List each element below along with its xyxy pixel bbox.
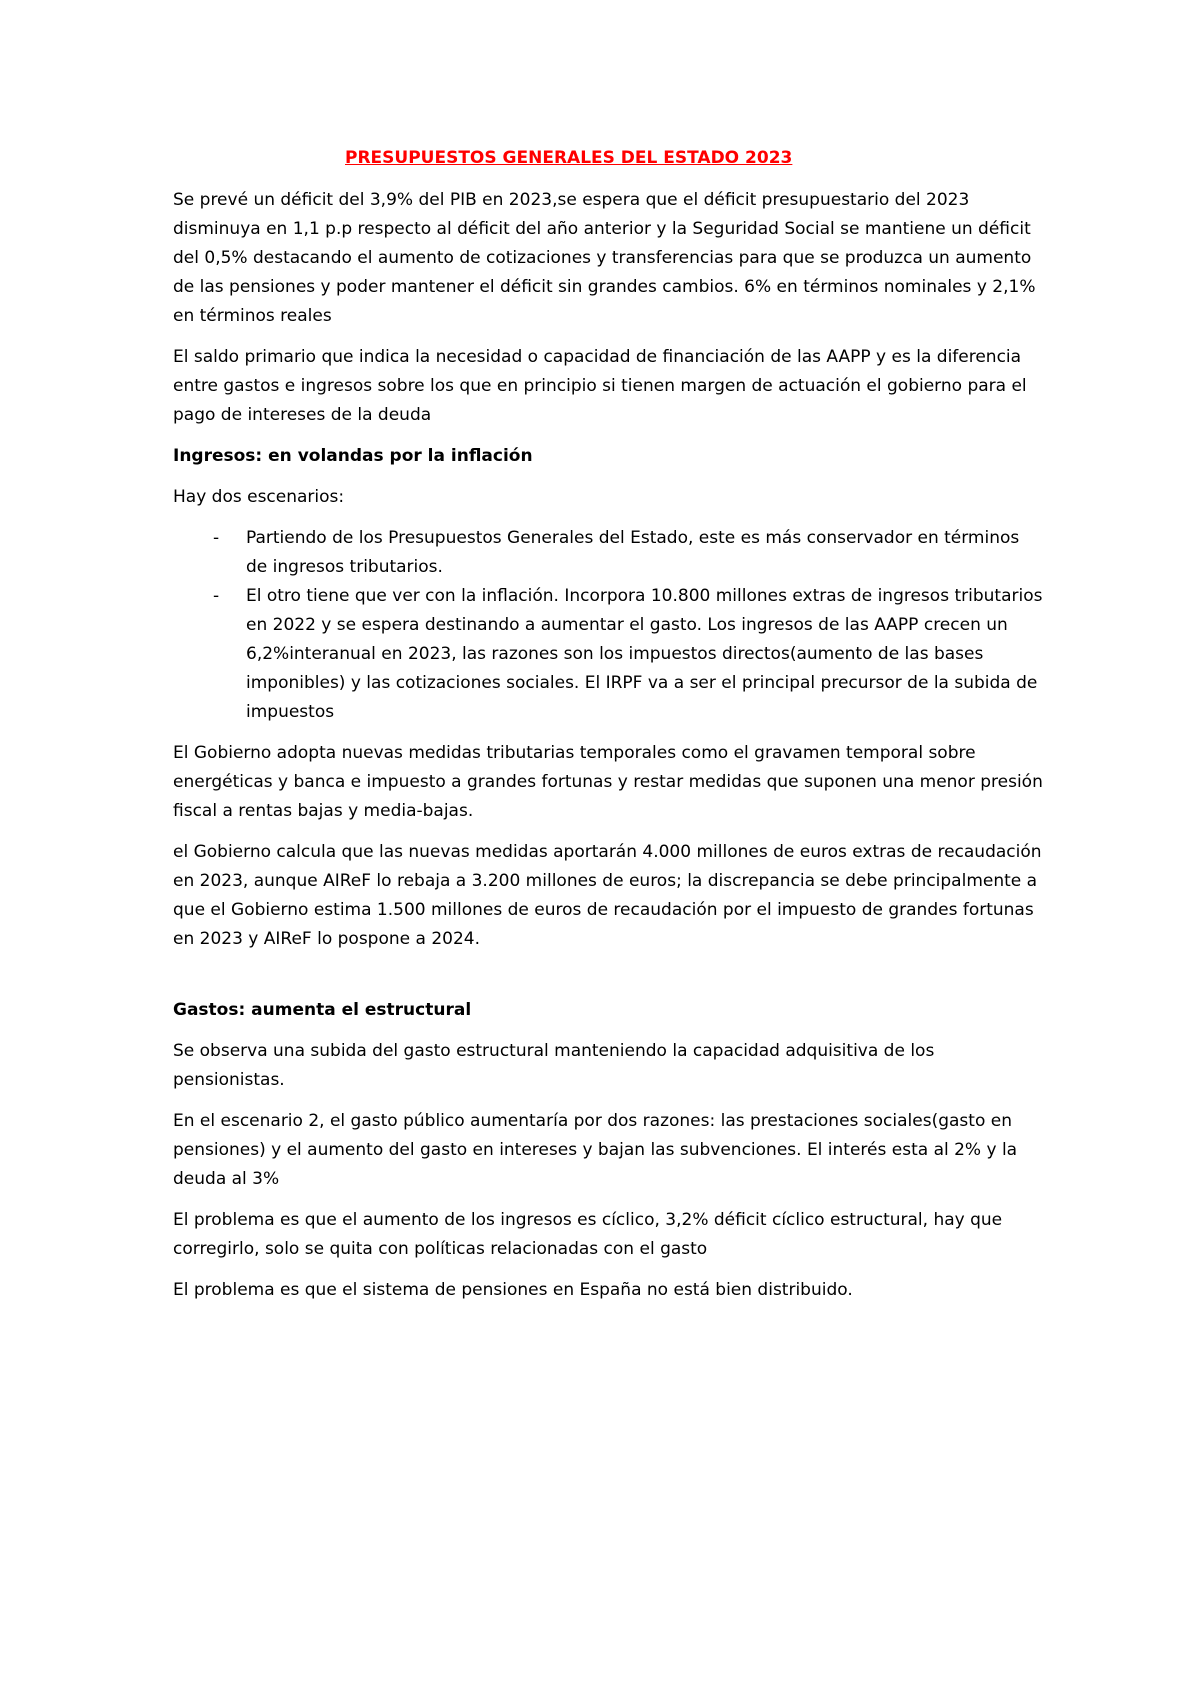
paragraph-escenario-2: En el escenario 2, el gasto público aumentaría por dos razones: las prestaciones sociales(gasto en pensiones) y el aumento del gasto en intereses y bajan las subvenciones. El interés esta al 2% y la deuda al 3% — [173, 1111, 1018, 1189]
list-item — [173, 582, 1043, 727]
list-bullet: - — [213, 586, 220, 606]
list-item-text: Partiendo de los Presupuestos Generales del Estado, este es más conservador en términos de ingresos tributarios. — [246, 528, 1020, 577]
document-body — [173, 146, 1043, 1317]
escenarios-list — [173, 524, 1043, 727]
list-bullet: - — [213, 528, 220, 548]
paragraph-deficit: Se prevé un déficit del 3,9% del PIB en 2023,se espera que el déficit presupuestario del 2023 disminuya en 1,1 p.p respecto al déficit del año anterior y la Seguridad Social se mantiene un déficit del 0,5% destacando el aumento de cotizaciones y transferencias para que se produzca un aumento de las pensiones y poder mantener el déficit sin grandes cambios. 6% en términos nominales y 2,1% en términos reales — [173, 190, 1036, 326]
paragraph-gasto-estructural: Se observa una subida del gasto estructural manteniendo la capacidad adquisitiva de los pensionistas. — [173, 1041, 935, 1090]
paragraph-recaudacion: el Gobierno calcula que las nuevas medidas aportarán 4.000 millones de euros extras de recaudación en 2023, aunque AIReF lo rebaja a 3.200 millones de euros; la discrepancia se debe principalmente a que el Gobierno estima 1.500 millones de euros de recaudación por el impuesto de grandes fortunas en 2023 y AIReF lo pospone a 2024. — [173, 842, 1042, 949]
paragraph-saldo-primario: El saldo primario que indica la necesidad o capacidad de financiación de las AAPP y es la diferencia entre gastos e ingresos sobre los que en principio si tienen margen de actuación el gobierno para el pago de intereses de la deuda — [173, 347, 1027, 425]
list-item-text: El otro tiene que ver con la inflación. Incorpora 10.800 millones extras de ingresos tributarios en 2022 y se espera destinando a aumentar el gasto. Los ingresos de las AAPP crecen un 6,2%interanual en 2023, las razones son los impuestos directos(aumento de las bases imponibles) y las cotizaciones sociales. El IRPF va a ser el principal precursor de la subida de impuestos — [246, 586, 1043, 722]
paragraph-problema-ingresos: El problema es que el aumento de los ingresos es cíclico, 3,2% déficit cíclico estructural, hay que corregirlo, solo se quita con políticas relacionadas con el gasto — [173, 1210, 1003, 1259]
paragraph-escenarios-intro: Hay dos escenarios: — [173, 487, 345, 507]
paragraph-problema-pensiones: El problema es que el sistema de pensiones en España no está bien distribuido. — [173, 1280, 853, 1300]
section-heading-gastos: Gastos: aumenta el estructural — [173, 1000, 472, 1020]
paragraph-medidas-tributarias: El Gobierno adopta nuevas medidas tributarias temporales como el gravamen temporal sobre energéticas y banca e impuesto a grandes fortunas y restar medidas que suponen una menor presión fiscal a rentas bajas y media-bajas. — [173, 743, 1043, 821]
document-title: PRESUPUESTOS GENERALES DEL ESTADO 2023 — [345, 148, 793, 168]
list-item — [173, 524, 1043, 582]
section-heading-ingresos: Ingresos: en volandas por la inflación — [173, 446, 533, 466]
